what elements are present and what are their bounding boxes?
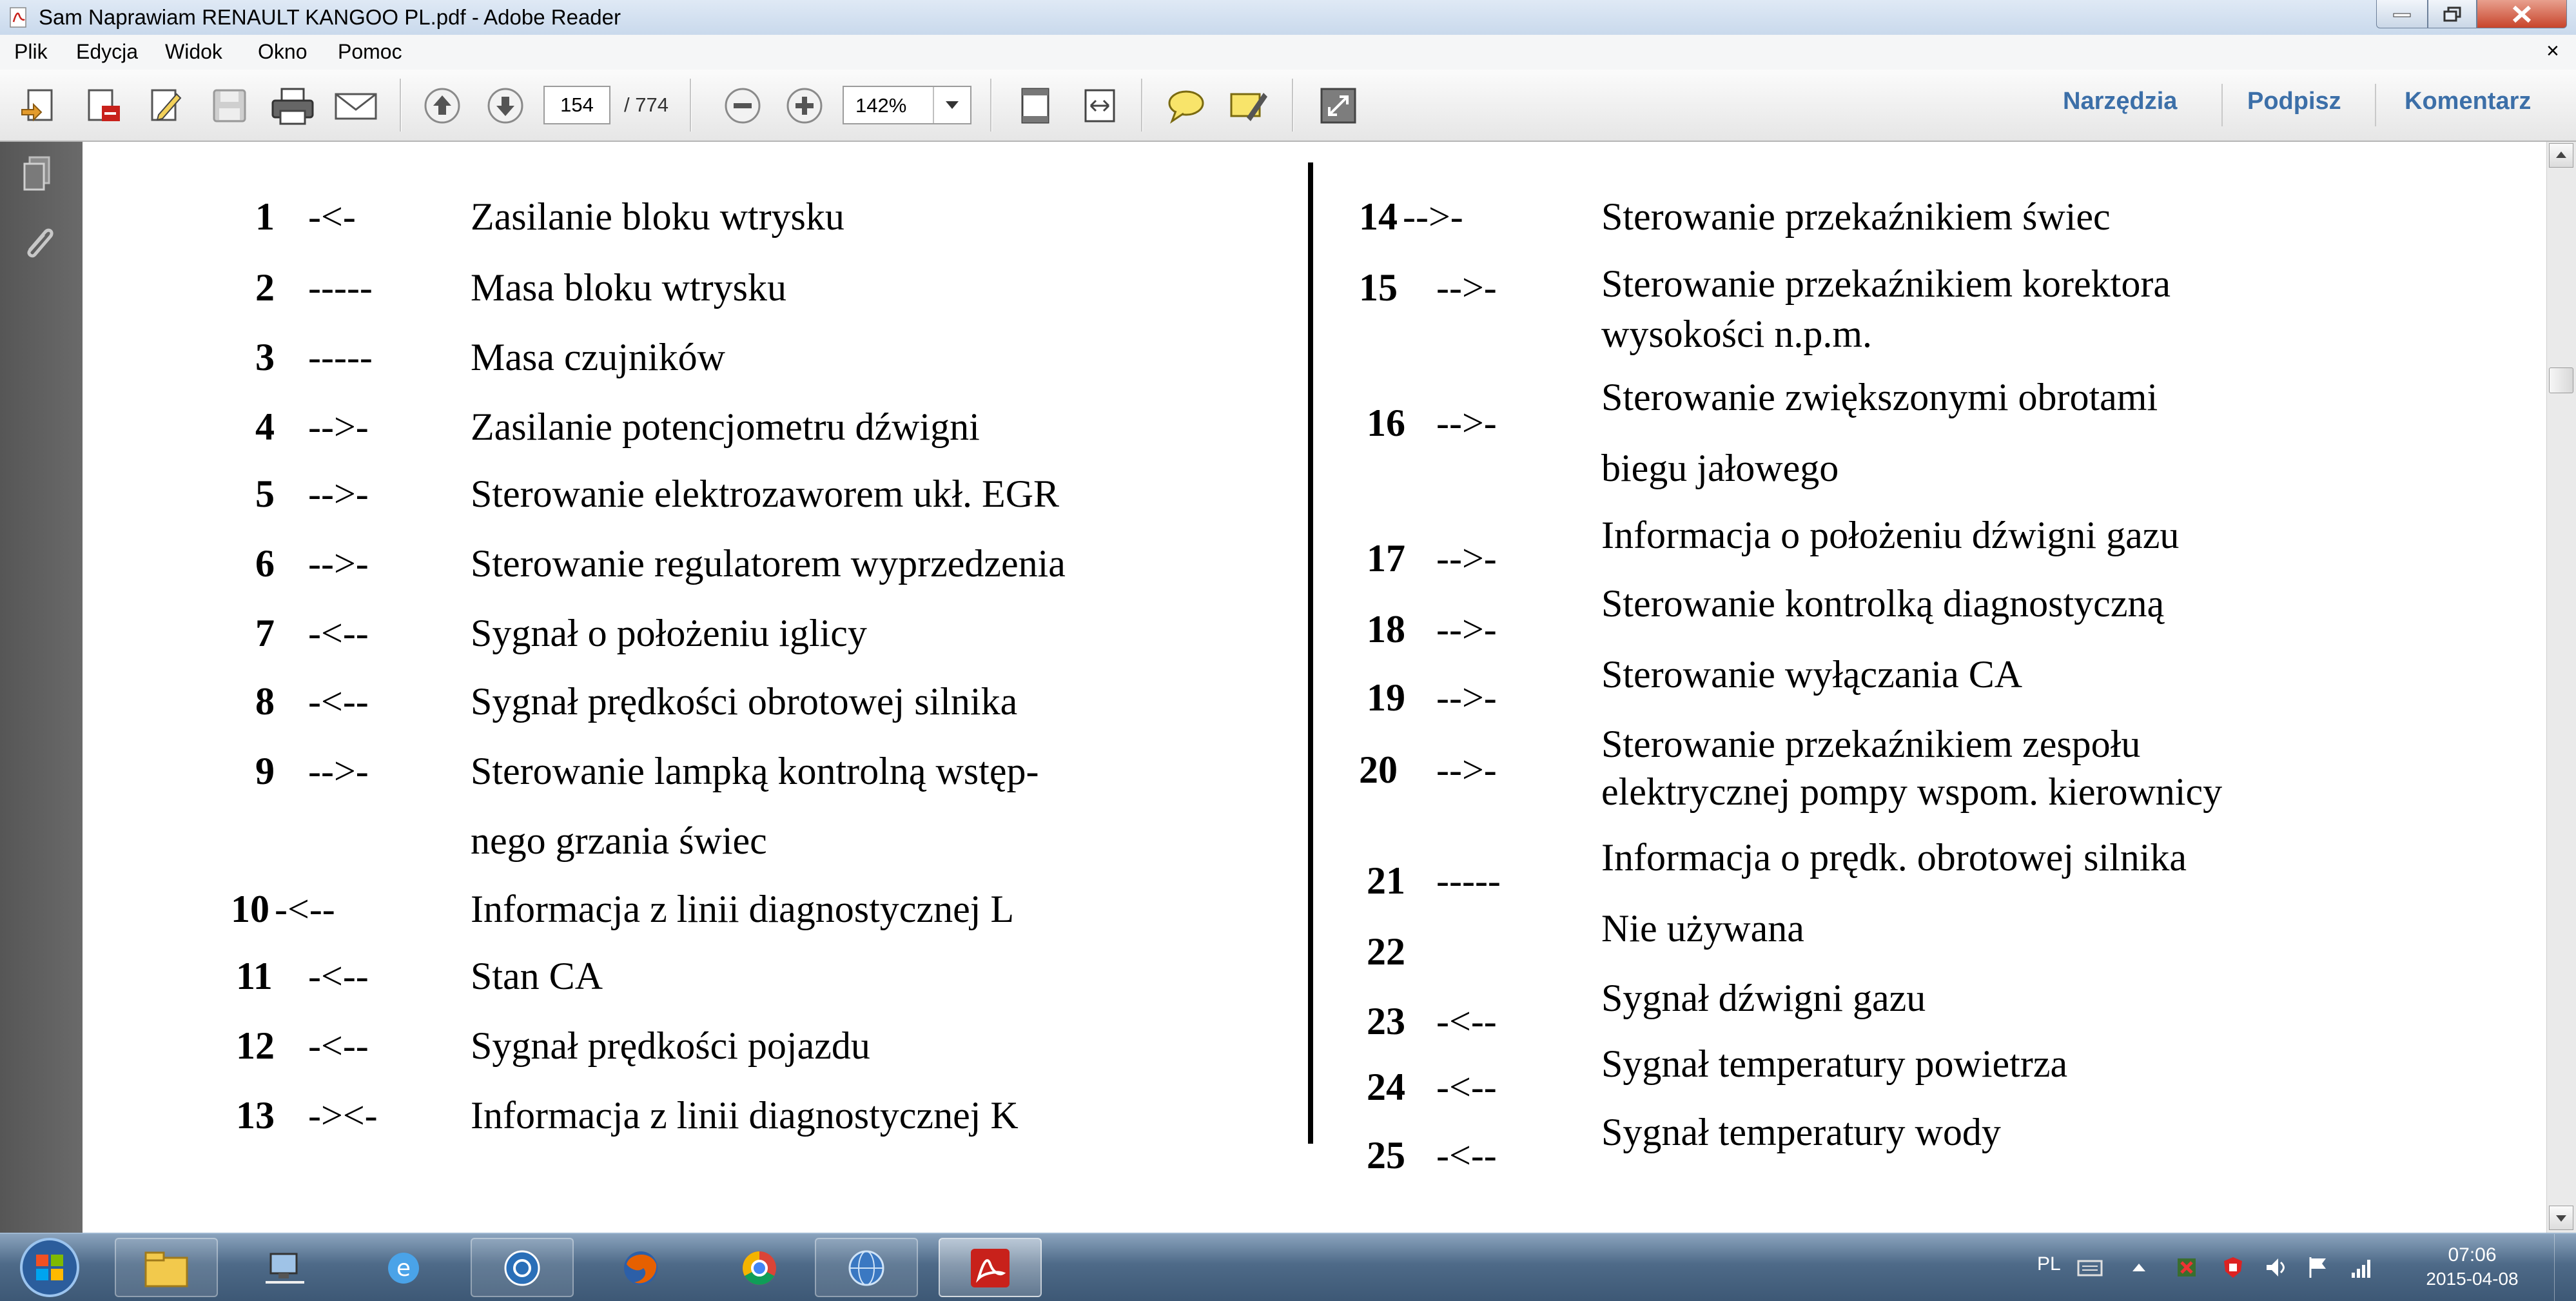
pin-direction: -<-- [1436, 1066, 1497, 1108]
pin-number: 17 [1367, 537, 1405, 580]
column-divider [1308, 162, 1313, 1144]
pin-direction: -->- [1436, 537, 1497, 580]
antivirus-icon[interactable] [2220, 1255, 2246, 1280]
network-icon [259, 1245, 311, 1290]
toolbar [0, 70, 2576, 142]
navigation-panel [0, 142, 83, 1233]
pin-description: Sterowanie przekaźnikiem zespołu [1601, 723, 2141, 765]
toolbar-separator [1292, 79, 1294, 132]
toolbar-separator [990, 79, 992, 132]
edit-button[interactable] [143, 83, 190, 129]
pin-number: 5 [255, 473, 275, 515]
comment-icon [1166, 85, 1207, 126]
scroll-down-button[interactable] [2549, 1206, 2573, 1230]
pin-description: Sterowanie wyłączania CA [1601, 653, 2023, 696]
pin-direction: -->- [1403, 195, 1463, 238]
pin-number: 18 [1367, 608, 1405, 650]
sign-link[interactable]: Podpisz [2247, 88, 2341, 115]
pin-number: 11 [236, 955, 273, 997]
security-icon[interactable] [2174, 1255, 2200, 1280]
firefox-icon [615, 1245, 667, 1290]
pin-description: Sygnał prędkości obrotowej silnika [471, 680, 1018, 723]
pin-number: 6 [255, 542, 275, 585]
toolbar-separator [690, 79, 692, 132]
pin-number: 9 [255, 750, 275, 792]
window-title: Sam Naprawiam RENAULT KANGOO PL.pdf - Adobe Reader [39, 5, 621, 29]
chevron-up-icon [2550, 144, 2573, 167]
comment-link[interactable]: Komentarz [2405, 88, 2532, 115]
fit-width-icon [1079, 85, 1120, 126]
pin-number: 3 [255, 336, 275, 378]
pin-number: 16 [1367, 402, 1405, 444]
pin-number: 21 [1367, 859, 1405, 902]
taskbar-remote[interactable] [471, 1238, 574, 1297]
toolbar-separator [1141, 79, 1143, 132]
pin-description: Sygnał temperatury powietrza [1601, 1042, 2068, 1085]
fit-page-icon [1015, 85, 1056, 126]
show-desktop-button[interactable] [2554, 1234, 2576, 1301]
taskbar-chrome[interactable] [708, 1238, 811, 1297]
taskbar [0, 1233, 2576, 1301]
pin-description: Stan CA [471, 955, 603, 997]
next-page-button[interactable] [482, 83, 529, 129]
highlight-button[interactable] [1225, 83, 1271, 129]
create-pdf-icon [19, 85, 61, 126]
pin-description: Masa czujników [471, 336, 725, 378]
create-pdf-button[interactable] [17, 83, 63, 129]
pin-number: 12 [236, 1024, 275, 1067]
menu-edycja[interactable]: Edycja [76, 40, 139, 63]
export-pdf-icon [83, 85, 124, 126]
show-hidden-icons-icon[interactable] [2126, 1255, 2152, 1280]
toolbar-separator [400, 79, 402, 132]
pin-number: 23 [1367, 1000, 1405, 1042]
email-button[interactable] [333, 83, 379, 129]
zoom-in-button[interactable] [781, 83, 828, 129]
menu-okno[interactable]: Okno [258, 40, 307, 63]
pin-direction: ----- [1436, 859, 1501, 902]
scroll-thumb[interactable] [2549, 367, 2573, 393]
pin-direction: -->- [1436, 676, 1497, 719]
pin-description-continued: nego grzania świec [471, 819, 767, 862]
pin-number: 14 [1359, 195, 1398, 238]
edit-icon [146, 85, 187, 126]
pin-number: 15 [1359, 266, 1398, 309]
fullscreen-button[interactable] [1315, 83, 1361, 129]
network-signal-icon[interactable] [2349, 1255, 2375, 1280]
page-number-input[interactable]: 154 [543, 86, 610, 124]
save-button[interactable] [206, 83, 253, 129]
zoom-out-icon [722, 85, 763, 126]
pin-description: Nie używana [1601, 907, 1804, 950]
taskbar-ie[interactable] [352, 1238, 455, 1297]
minimize-button[interactable] [2376, 0, 2428, 28]
pin-direction: -->- [308, 750, 369, 792]
pin-direction: -->- [1436, 402, 1497, 444]
email-icon [333, 85, 378, 126]
taskbar-acrobat-reader[interactable] [939, 1238, 1042, 1297]
keyboard-icon[interactable] [2077, 1255, 2103, 1280]
tools-link[interactable]: Narzędzia [2063, 88, 2178, 115]
pin-number: 4 [255, 406, 275, 448]
pin-description: Sygnał prędkości pojazdu [471, 1024, 870, 1067]
pin-direction: -<-- [308, 955, 369, 997]
comment-button[interactable] [1163, 83, 1209, 129]
pin-direction: -->- [308, 473, 369, 515]
restore-button[interactable] [2428, 0, 2477, 28]
pin-direction: -<- [308, 195, 356, 238]
pin-direction: -<-- [308, 1024, 369, 1067]
export-pdf-button[interactable] [80, 83, 126, 129]
pin-direction: ----- [308, 266, 373, 309]
menu-widok[interactable]: Widok [165, 40, 222, 63]
toolbar-separator [2375, 84, 2376, 126]
close-icon [2512, 5, 2532, 24]
pin-description: Informacja z linii diagnostycznej K [471, 1094, 1019, 1137]
pin-description: Sterowanie lampką kontrolną wstęp- [471, 750, 1039, 792]
title-bar [0, 0, 2576, 35]
chrome-icon [734, 1245, 785, 1290]
previous-page-button[interactable] [419, 83, 465, 129]
pin-direction: -->- [1436, 748, 1497, 791]
zoom-in-icon [784, 85, 825, 126]
pin-number: 19 [1367, 676, 1405, 719]
pin-direction: -->- [1436, 266, 1497, 309]
pin-number: 7 [255, 612, 275, 654]
document-view [83, 142, 2546, 1233]
highlight-icon [1227, 85, 1269, 126]
pin-description-continued: wysokości n.p.m. [1601, 313, 1872, 355]
document-close-button[interactable]: × [2546, 39, 2559, 63]
pin-description: Informacja o położeniu dźwigni gazu [1601, 514, 2180, 556]
menu-bar [0, 35, 2576, 70]
pin-number: 25 [1367, 1134, 1405, 1177]
taskbar-network[interactable] [233, 1238, 337, 1297]
pin-description: Sygnał dźwigni gazu [1601, 977, 1926, 1019]
explorer-icon [141, 1245, 192, 1290]
pin-direction: -->- [308, 406, 369, 448]
taskbar-firefox[interactable] [589, 1238, 692, 1297]
action-center-flag-icon[interactable] [2305, 1255, 2331, 1280]
pin-direction: -<-- [308, 612, 369, 654]
pin-description: Informacja o prędk. obrotowej silnika [1601, 836, 2187, 879]
pin-description: Zasilanie potencjometru dźwigni [471, 406, 980, 448]
fit-width-button[interactable] [1077, 83, 1123, 129]
pin-direction: ----- [308, 336, 373, 378]
pin-number: 1 [255, 195, 275, 238]
pin-description-continued: elektrycznej pompy wspom. kierownicy [1601, 770, 2223, 813]
zoom-out-button[interactable] [719, 83, 766, 129]
menu-pomoc[interactable]: Pomoc [338, 40, 402, 63]
pin-direction: -->- [1436, 608, 1497, 650]
pin-direction: -<-- [308, 680, 369, 723]
pin-description: Sterowanie przekaźnikiem świec [1601, 195, 2111, 238]
pin-description: Masa bloku wtrysku [471, 266, 786, 309]
page-down-icon [485, 85, 526, 126]
system-clock[interactable] [2398, 1244, 2546, 1289]
attachment-icon[interactable] [15, 219, 61, 264]
ie-icon [378, 1245, 429, 1290]
pin-description: Zasilanie bloku wtrysku [471, 195, 844, 238]
pin-description: Sterowanie zwiększonymi obrotami [1601, 376, 2158, 418]
pin-description: Sterowanie elektrozaworem ukł. EGR [471, 473, 1060, 515]
globe-icon [841, 1245, 892, 1290]
page-total-label: / 774 [624, 93, 668, 116]
pin-direction: -<-- [1436, 1134, 1497, 1177]
pin-direction: -<-- [275, 888, 335, 930]
pin-direction: -->- [308, 542, 369, 585]
svg-text:e: e [396, 1255, 411, 1282]
chevron-down-icon [2550, 1206, 2573, 1229]
chevron-down-icon[interactable] [933, 87, 970, 123]
start-button[interactable] [9, 1237, 90, 1298]
pin-direction: -<-- [1436, 1000, 1497, 1042]
vertical-scrollbar[interactable] [2546, 142, 2576, 1233]
fit-page-button[interactable] [1012, 83, 1059, 129]
pages-icon[interactable] [15, 151, 61, 196]
page-up-icon [422, 85, 463, 126]
print-icon [270, 85, 315, 126]
taskbar-explorer[interactable] [115, 1238, 218, 1297]
fullscreen-icon [1318, 85, 1359, 126]
remote-icon [496, 1245, 548, 1290]
pin-description: Sygnał temperatury wody [1601, 1111, 2001, 1153]
clock-date: 2015-04-08 [2426, 1269, 2519, 1289]
pin-description: Sygnał o położeniu iglicy [471, 612, 867, 654]
pin-description: Sterowanie kontrolką diagnostyczną [1601, 582, 2165, 625]
pin-number: 22 [1367, 930, 1405, 973]
volume-icon[interactable] [2263, 1255, 2288, 1280]
acrobat-app-icon [8, 6, 30, 28]
zoom-value: 142% [855, 94, 907, 117]
close-button[interactable] [2477, 0, 2567, 28]
pin-description: Sterowanie przekaźnikiem korektora [1601, 262, 2171, 305]
language-indicator[interactable]: PL [2037, 1253, 2061, 1275]
toolbar-separator [2221, 84, 2223, 126]
minimize-icon [2392, 11, 2412, 17]
menu-plik[interactable]: Plik [14, 40, 48, 63]
scroll-up-button[interactable] [2549, 143, 2573, 168]
pin-number: 13 [236, 1094, 275, 1137]
taskbar-globe[interactable] [815, 1238, 918, 1297]
pin-description: Informacja z linii diagnostycznej L [471, 888, 1015, 930]
save-icon [209, 85, 250, 126]
pin-number: 24 [1367, 1066, 1405, 1108]
pin-number: 20 [1359, 748, 1398, 791]
pin-description: Sterowanie regulatorem wyprzedzenia [471, 542, 1066, 585]
pin-description-continued: biegu jałowego [1601, 447, 1839, 489]
print-button[interactable] [269, 83, 316, 129]
clock-time: 07:06 [2448, 1244, 2497, 1266]
pin-direction: -><- [308, 1094, 378, 1137]
pin-number: 2 [255, 266, 275, 309]
acrobat-icon [964, 1245, 1016, 1290]
zoom-select[interactable] [843, 86, 971, 124]
restore-icon [2443, 6, 2462, 22]
pin-number: 10 [231, 888, 269, 930]
pin-number: 8 [255, 680, 275, 723]
